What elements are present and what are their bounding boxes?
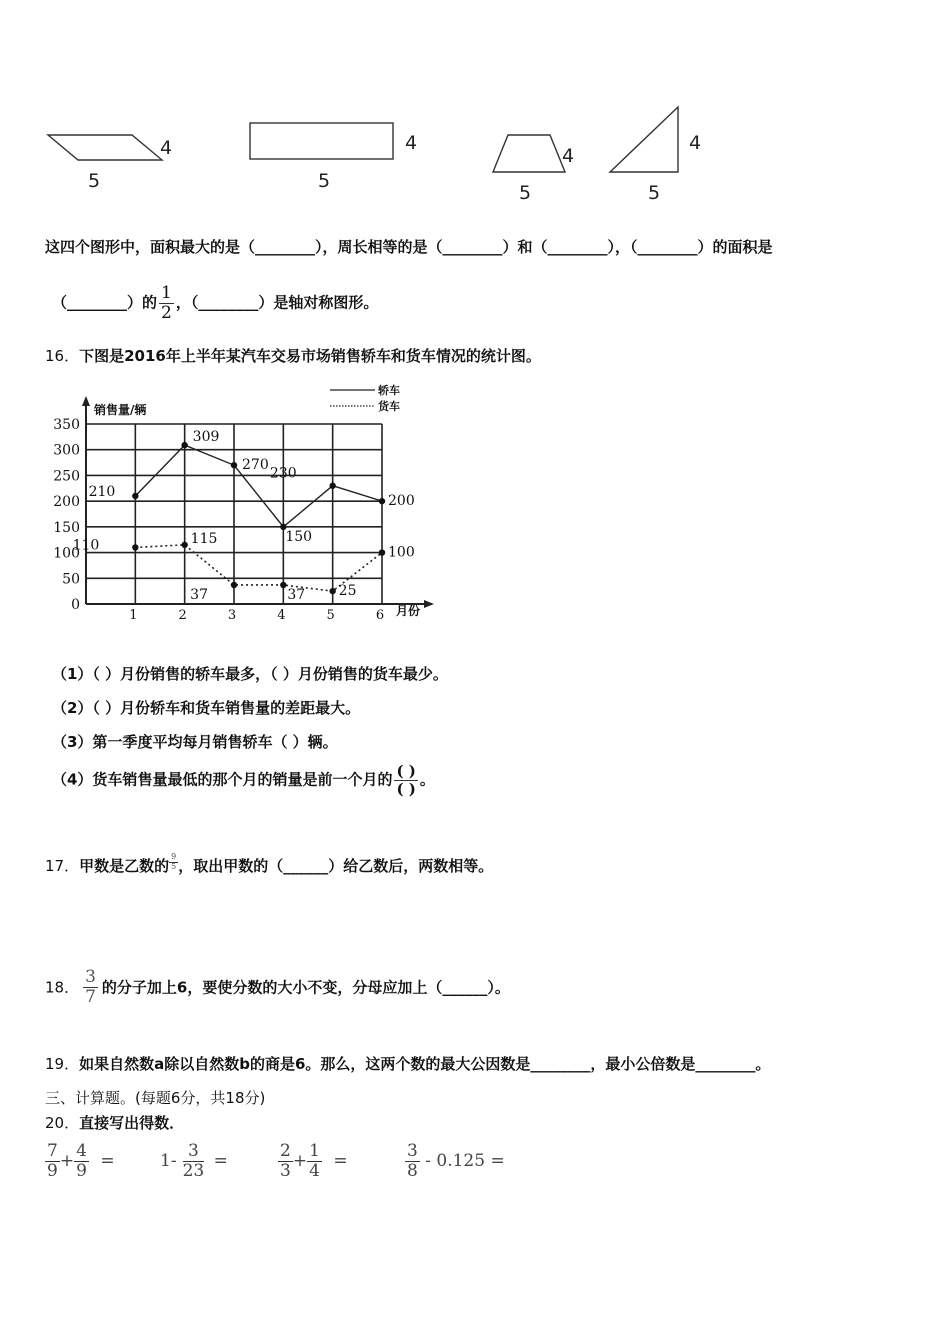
q15-line2-b: ，（________）是轴对称图形。	[175, 293, 379, 312]
rectangle-side-label: 4	[405, 132, 418, 154]
data-label-0-6: 200	[388, 493, 415, 510]
q20-expr-2	[160, 1142, 228, 1180]
y-tick-label: 50	[62, 571, 80, 588]
data-label-1-1: 110	[72, 537, 100, 554]
q19	[45, 1053, 770, 1074]
expr2-n: 3	[183, 1142, 205, 1162]
q16-sub3: （3）第一季度平均每月销售轿车（ ）辆。	[52, 733, 338, 751]
expr3-frac-b	[307, 1142, 322, 1180]
section3-title: 三、计算题。(每题6分，共18分)	[45, 1089, 266, 1107]
triangle-side-label: 4	[689, 132, 702, 154]
q18-frac-den: 7	[85, 986, 96, 1007]
data-label-0-5: 230	[269, 465, 297, 482]
expr1-eq: =	[100, 1151, 115, 1172]
q20-expr-3	[278, 1142, 348, 1180]
expr3-frac-a	[278, 1142, 293, 1180]
y-axis-arrow	[82, 396, 90, 406]
expr3-op: +	[292, 1151, 308, 1172]
q20-number: 20．	[45, 1114, 80, 1132]
data-label-0-1: 210	[88, 484, 116, 500]
data-label-0-4: 150	[285, 528, 313, 545]
trapezoid-base-label: 5	[519, 182, 532, 204]
q17-frac-num: 9	[171, 852, 177, 861]
expr1-frac-b	[74, 1142, 89, 1180]
y-tick-label: 350	[53, 417, 80, 433]
q15-fraction	[159, 284, 174, 322]
expr2-d: 23	[182, 1160, 205, 1181]
data-point-1-6	[379, 549, 385, 555]
rectangle-shape	[250, 123, 393, 159]
q15-frac-den: 2	[161, 302, 172, 323]
data-label-0-2: 309	[192, 429, 220, 446]
q16-sub4-text: （4）货车销售量最低的那个月的销量是前一个月的	[52, 770, 393, 789]
data-label-1-3: 37	[190, 586, 208, 603]
sales-line-chart	[40, 378, 460, 628]
expr4-n: 3	[407, 1141, 418, 1161]
expr1-n2: 4	[76, 1141, 87, 1161]
y-axis-title: 销售量/辆	[94, 403, 147, 417]
data-point-1-3	[231, 582, 237, 588]
q17-number: 17．	[45, 857, 80, 875]
expr4-d: 8	[407, 1160, 418, 1181]
q16-sub4-end: 。	[419, 770, 435, 789]
expr3-n1: 2	[280, 1141, 291, 1161]
y-tick-label: 0	[71, 597, 80, 613]
data-point-1-5	[329, 588, 335, 594]
q15-line2	[52, 284, 378, 322]
x-tick-label: 2	[178, 608, 187, 623]
q15-frac-num: 1	[161, 283, 172, 303]
data-point-1-2	[181, 542, 187, 548]
expr1-n1: 7	[47, 1141, 58, 1161]
data-point-0-5	[329, 483, 335, 489]
q16-sub4-frac-num: ( )	[396, 762, 416, 780]
q17-fraction	[169, 853, 178, 872]
expr4-frac	[405, 1142, 420, 1180]
q18-frac-num: 3	[85, 967, 96, 987]
q20-expr-4	[405, 1142, 505, 1180]
q20	[45, 1112, 184, 1133]
q18-number: 18．	[45, 978, 80, 997]
expr1-d1: 9	[47, 1160, 58, 1181]
parallelogram-base-label: 5	[88, 170, 101, 192]
data-point-0-2	[181, 442, 187, 448]
x-tick-label: 1	[129, 608, 138, 623]
data-point-0-6	[379, 498, 385, 504]
expr2-eq: =	[213, 1151, 228, 1172]
x-tick-label: 3	[227, 608, 237, 623]
q18-fraction	[83, 968, 98, 1006]
q16-number: 16．	[45, 347, 80, 365]
data-point-0-3	[231, 462, 237, 468]
expr2-pre: 1-	[160, 1151, 177, 1172]
triangle-shape	[610, 107, 678, 172]
x-tick-label: 6	[375, 608, 385, 623]
data-label-1-4: 37	[287, 586, 306, 603]
q15-line2-a: （________）的	[52, 293, 158, 312]
data-label-1-2: 115	[190, 530, 218, 547]
data-point-1-4	[280, 582, 286, 588]
legend-label-1: 货车	[378, 400, 400, 413]
expr2-frac	[183, 1142, 205, 1180]
data-label-1-6: 100	[388, 544, 415, 561]
data-point-0-1	[132, 493, 138, 499]
x-tick-label: 5	[326, 608, 335, 623]
x-axis-arrow	[424, 600, 434, 608]
expr3-eq: =	[333, 1151, 348, 1172]
q19-number: 19．	[45, 1055, 80, 1073]
parallelogram-shape	[48, 135, 162, 160]
q19-text: 如果自然数a除以自然数b的商是6。那么，这两个数的最大公因数是________，最小公倍数是________。	[79, 1055, 771, 1073]
expr1-frac-a	[45, 1142, 60, 1180]
q16-sub1: （1）（ ）月份销售的轿车最多，（ ）月份销售的货车最少。	[52, 665, 448, 683]
rectangle-base-label: 5	[318, 170, 331, 192]
data-label-1-5: 25	[338, 583, 357, 600]
data-label-0-3: 270	[242, 457, 269, 474]
y-tick-label: 100	[53, 545, 80, 562]
q17-text-a: 甲数是乙数的	[79, 857, 170, 875]
q17-text-b: ，取出甲数的（______）给乙数后，两数相等。	[178, 857, 494, 875]
triangle-base-label: 5	[648, 182, 661, 204]
legend-label-0: 轿车	[378, 384, 400, 397]
q16-sub2: （2）（ ）月份轿车和货车销售量的差距最大。	[52, 699, 361, 717]
q15-line1: 这四个图形中，面积最大的是（________），周长相等的是（________）和（________），（________）的面积是	[45, 238, 773, 256]
q16-sub4-frac-den: ( )	[396, 779, 416, 798]
y-tick-label: 200	[53, 494, 80, 511]
q20-text: 直接写出得数．	[79, 1114, 185, 1132]
trapezoid-shape	[493, 135, 565, 172]
expr4-post: - 0.125 =	[425, 1151, 505, 1172]
q18	[45, 968, 510, 1006]
parallelogram-side-label: 4	[160, 137, 173, 159]
data-point-1-1	[132, 544, 138, 550]
y-tick-label: 300	[53, 442, 80, 459]
trapezoid-side-label: 4	[562, 145, 575, 167]
q16-sub4	[52, 763, 435, 797]
expr3-d2: 4	[309, 1160, 320, 1181]
y-tick-label: 150	[53, 519, 80, 536]
shape-figures	[0, 95, 950, 210]
q17-frac-den: 5	[171, 861, 177, 871]
y-tick-label: 250	[53, 468, 80, 485]
q16-sub4-fraction	[394, 763, 417, 797]
q16-text: 下图是2016年上半年某汽车交易市场销售轿车和货车情况的统计图。	[79, 347, 541, 365]
expr3-n2: 1	[309, 1141, 320, 1161]
expr1-op: +	[59, 1151, 75, 1172]
q17	[45, 852, 494, 876]
x-axis-title: 月份	[396, 604, 421, 618]
q20-expr-1	[45, 1142, 115, 1180]
expr1-d2: 9	[76, 1160, 87, 1181]
x-tick-label: 4	[277, 608, 286, 623]
q18-text: 的分子加上6，要使分数的大小不变，分母应加上（______）。	[101, 978, 510, 997]
expr3-d1: 3	[280, 1160, 291, 1181]
q16-title	[45, 345, 541, 366]
